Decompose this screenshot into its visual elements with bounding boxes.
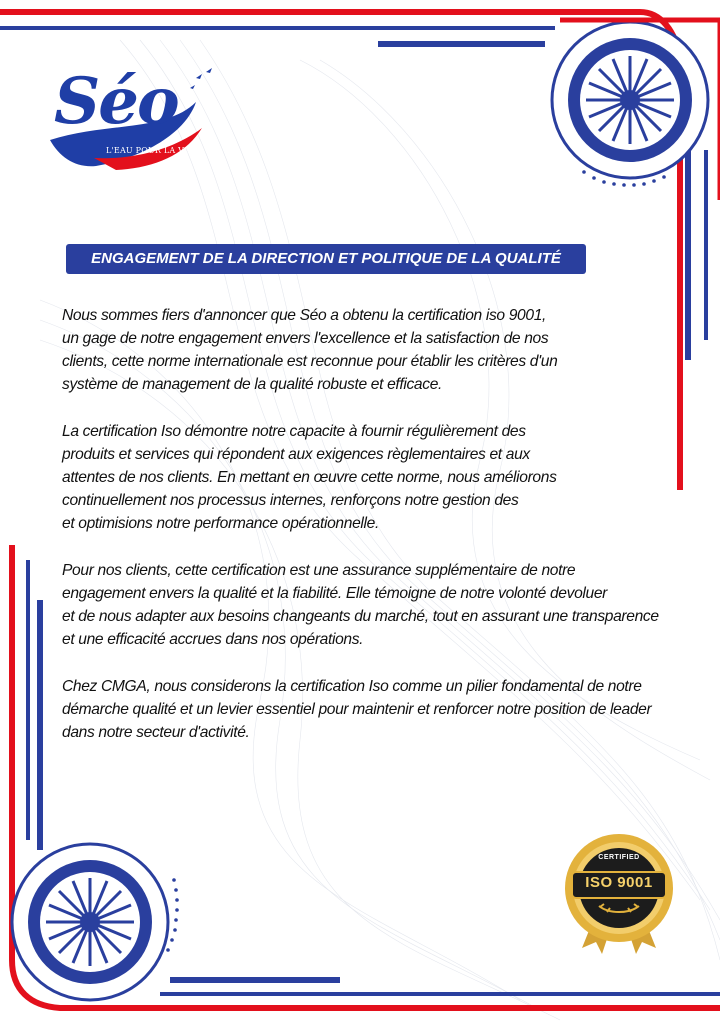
text-line: Chez CMGA, nous considerons la certification Iso comme un pilier fondamental de notre — [62, 678, 642, 695]
text-line: attentes de nos clients. En mettant en œuvre cette norme, nous améliorons — [62, 469, 557, 486]
text-line: continuellement nos processus internes, renforçons notre gestion des — [62, 492, 519, 509]
text-line: produits et services qui répondent aux exigences règlementaires et aux — [62, 446, 530, 463]
text-line: un gage de notre engagement envers l'excellence et la satisfaction de nos — [62, 330, 549, 347]
text-line: clients, cette norme internationale est reconnue pour établir les critères d'un — [62, 353, 558, 370]
seal-badge-icon — [554, 826, 684, 956]
iso-9001-seal — [554, 826, 684, 956]
text-line: et de nous adapter aux besoins changeants du marché, tout en assurant une transparence — [62, 608, 659, 625]
paragraph-1 — [62, 304, 702, 396]
section-title: ENGAGEMENT DE LA DIRECTION ET POLITIQUE DE LA QUALITÉ — [91, 250, 561, 267]
text-line: Nous sommes fiers d'annoncer que Séo a obtenu la certification iso 9001, — [62, 307, 547, 324]
policy-body — [62, 304, 702, 768]
paragraph-2 — [62, 420, 702, 535]
paragraph-4 — [62, 675, 702, 744]
text-line: et une efficacité accrues dans nos opérations. — [62, 631, 364, 648]
text-line: engagement envers la qualité et la fiabilité. Elle témoigne de notre volonté devoluer — [62, 585, 607, 602]
text-line: démarche qualité et un levier essentiel pour maintenir et renforcer notre position de leader — [62, 701, 652, 718]
logo-brand-text: Séo — [54, 64, 178, 139]
top-right-rosette — [552, 20, 720, 200]
seo-logo — [46, 62, 226, 172]
seal-main-label: ISO 9001 — [585, 874, 653, 891]
text-line: et optimisions notre performance opérationnelle. — [62, 515, 379, 532]
text-line: dans notre secteur d'activité. — [62, 724, 250, 741]
seal-top-label: CERTIFIED — [598, 854, 640, 861]
text-line: système de management de la qualité robuste et efficace. — [62, 376, 443, 393]
section-title-banner — [66, 244, 586, 274]
bottom-left-rosette — [12, 844, 179, 1000]
paragraph-3 — [62, 559, 702, 651]
text-line: Pour nos clients, cette certification est une assurance supplémentaire de notre — [62, 562, 576, 579]
logo-tagline: L'EAU POUR LA VIE — [106, 146, 194, 155]
text-line: La certification Iso démontre notre capacite à fournir régulièrement des — [62, 423, 526, 440]
